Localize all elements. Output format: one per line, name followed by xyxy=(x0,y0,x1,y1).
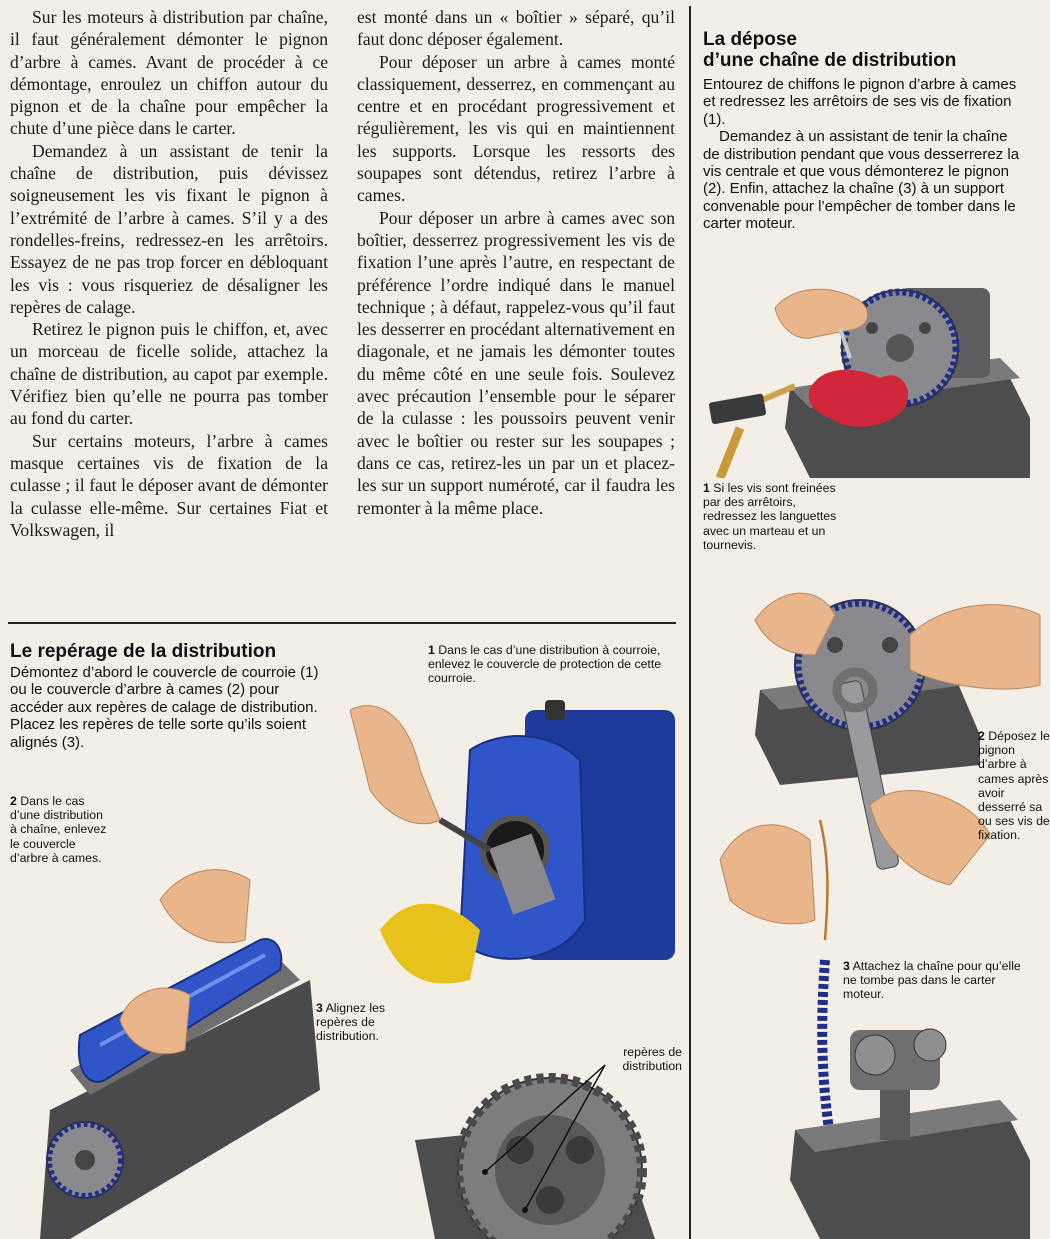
heading-line-2: d’une chaîne de distribution xyxy=(703,50,957,71)
text-column-2 xyxy=(357,6,675,519)
caption-text: Attachez la chaîne pour qu’elle ne tombe pas dans le carter moteur. xyxy=(843,959,1021,1002)
caption-number: 2 xyxy=(978,729,985,743)
col2-paragraph: Pour déposer un arbre à cames monté classiquement, desserrez, en commençant au centre et en procédant progressivement et régulièrement, les vis qui en maintiennent les supports. Lorsque les ressorts des soupapes sont détendus, retirez l’arbre à cames. xyxy=(357,51,675,206)
col2-paragraph: est monté dans un « boîtier » séparé, qu’il faut donc déposer également. xyxy=(357,7,675,50)
illustration-sprocket-hammer xyxy=(700,268,1050,478)
timing-paragraph: Démontez d’abord le couvercle de courroie (1) ou le couvercle d’arbre à cames (2) pour accéder aux repères de calage de distribution. Placez les repères de telle sorte qu’ils soient alignés (3). xyxy=(10,664,319,751)
caption-number: 2 xyxy=(10,794,17,808)
timing-intro xyxy=(10,664,328,751)
illustration-belt-cover xyxy=(350,690,680,990)
timing-caption-3 xyxy=(316,1001,416,1044)
timing-marks-label: repères de distribution xyxy=(622,1045,682,1074)
caption-number: 1 xyxy=(703,481,710,495)
vertical-divider xyxy=(689,6,691,1239)
chain-paragraph-1: Entourez de chiffons le pignon d’arbre à cames et redressez les arrêtoirs de ses vis de fixation (1). xyxy=(703,76,1017,128)
chain-intro xyxy=(703,76,1021,233)
col1-paragraph: Demandez à un assistant de tenir la chaîne de distribution, puis dévissez soigneusement les vis fixant le pignon à l’extrémité de l’arbre à cames. S’il y a des rondelles-freins, redressez-en les arrêtoirs. Essayez de ne pas trop forcer en débloquant les vis : vous risqueriez de désaligner les repères de calage. xyxy=(10,140,328,317)
section-heading-timing: Le repérage de la distribution xyxy=(10,641,277,662)
heading-line-1: La dépose xyxy=(703,29,797,50)
illustration-chain-tied xyxy=(700,800,1050,1239)
chain-caption-3 xyxy=(843,959,1033,1002)
caption-text: Déposez le pignon d’arbre à cames après avoir desserré sa ou ses vis de fixation. xyxy=(978,729,1050,843)
col1-paragraph: Retirez le pignon puis le chiffon, et, avec un morceau de ficelle solide, attachez la chaîne de distribution, au capot par exemple. Vérifiez bien qu’elle ne pourra pas tomber au fond du carter. xyxy=(10,319,328,429)
horizontal-divider xyxy=(8,622,676,624)
caption-number: 3 xyxy=(843,959,850,973)
text-column-1 xyxy=(10,6,328,541)
caption-text: Si les vis sont freinées par des arrêtoirs, redressez les languettes avec un marteau et un tournevis. xyxy=(703,481,837,552)
caption-number: 1 xyxy=(428,643,435,657)
section-heading-chain xyxy=(703,29,1043,71)
caption-text: Alignez les repères de distribution. xyxy=(316,1001,386,1044)
chain-paragraph-2: Demandez à un assistant de tenir la chaîne de distribution pendant que vous desserrerez la vis centrale et que vous démonterez le pignon (2). Enfin, attachez la chaîne (3) à un support convenable pour l’empêcher de tomber dans le carter moteur. xyxy=(703,128,1020,233)
col1-paragraph: Sur les moteurs à distribution par chaîne, il faut généralement démonter le pignon d’arbre à cames. Avant de procéder à ce démontage, enroulez un chiffon autour du pignon et de la chaîne pour empêcher la chute d’une pièce dans le carter. xyxy=(10,7,328,139)
col2-paragraph: Pour déposer un arbre à cames avec son boîtier, desserrez progressivement les vis de fixation l’une après l’autre, en respectant de préférence l’ordre indiqué dans le manuel technique ; à défaut, rappelez-vous qu’il faut les desserrer en procédant alternativement en diagonale, et ne jamais les démonter toutes du même côté en une seule fois. Soulevez avec précaution l’ensemble pour le séparer de la culasse : les poussoirs peuvent venir avec le boîtier ou rester sur les soupapes ; dans ce cas, retirez-les un par un et placez-les sur un support numéroté, car il faudra les remonter à la même place. xyxy=(357,207,675,518)
illustration-timing-marks xyxy=(415,1060,685,1239)
timing-caption-1 xyxy=(428,643,668,686)
caption-text: Dans le cas d’une distribution à courroie, enlevez le couvercle de protection de cette courroie. xyxy=(428,643,662,686)
chain-caption-1 xyxy=(703,481,843,552)
illustration-rocker-cover xyxy=(10,830,330,1239)
col1-paragraph: Sur certains moteurs, l’arbre à cames masque certaines vis de fixation de la culasse ; il faut le déposer avant de démonter la culasse elle-même. Sur certaines Fiat et Volkswagen, il xyxy=(10,430,328,540)
caption-number: 3 xyxy=(316,1001,323,1015)
caption-text: Dans le cas d’une distribution à chaîne, enlevez le couvercle d’arbre à cames. xyxy=(10,794,107,865)
